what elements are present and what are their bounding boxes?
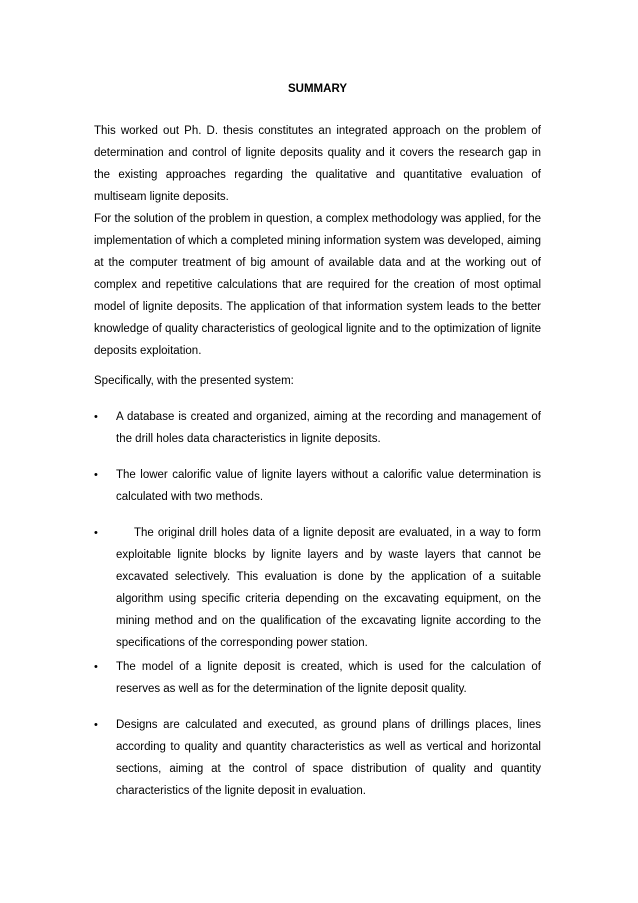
- paragraph-methodology: For the solution of the problem in question, a complex methodology was applied, for the implementation of which a completed mining information system was developed, aiming at the computer treatment of big amount of available data and at the working out of complex and repetitive calculations that are required for the creation of most optimal model of lignite deposits. The application of that information system leads to the better knowledge of quality characteristics of geological lignite and to the optimization of lignite deposits exploitation.: [94, 213, 541, 357]
- page-title: SUMMARY: [288, 83, 347, 95]
- paragraph-specifically: Specifically, with the presented system:: [94, 375, 294, 387]
- list-item-text: The lower calorific value of lignite layers without a calorific value determination is calculated with two methods.: [116, 469, 541, 503]
- list-item-text: Designs are calculated and executed, as ground plans of drillings places, lines according to quality and quantity characteristics as well as vertical and horizontal sections, aiming at the control of space distribution of quality and quantity characteristics of the lignite deposit in evaluation.: [116, 719, 541, 797]
- bullet-icon: •: [94, 469, 98, 481]
- list-item-text: The original drill holes data of a lignite deposit are evaluated, in a way to form exploitable lignite blocks by lignite layers and by waste layers that cannot be excavated selectively. This evaluation is done by the application of a suitable algorithm using specific criteria depending on the excavating equipment, on the mining method and on the qualification of the excavating lignite according to the specifications of the corresponding power station.: [116, 527, 541, 649]
- paragraph-intro: This worked out Ph. D. thesis constitutes an integrated approach on the problem of determination and control of lignite deposits quality and it covers the research gap in the existing approaches regarding the qualitative and quantitative evaluation of multiseam lignite deposits.: [94, 125, 541, 203]
- bullet-icon: •: [94, 411, 98, 423]
- list-item-text: The model of a lignite deposit is created, which is used for the calculation of reserves as well as for the determination of the lignite deposit quality.: [116, 661, 541, 695]
- list-item: [94, 656, 541, 700]
- list-item: [94, 522, 541, 654]
- list-item: [94, 406, 541, 450]
- list-item-text: A database is created and organized, aiming at the recording and management of the drill holes data characteristics in lignite deposits.: [116, 411, 541, 445]
- bullet-icon: •: [94, 719, 98, 731]
- list-item: [94, 464, 541, 508]
- list-item: [94, 714, 541, 802]
- bullet-icon: •: [94, 661, 98, 673]
- bullet-icon: •: [94, 527, 98, 539]
